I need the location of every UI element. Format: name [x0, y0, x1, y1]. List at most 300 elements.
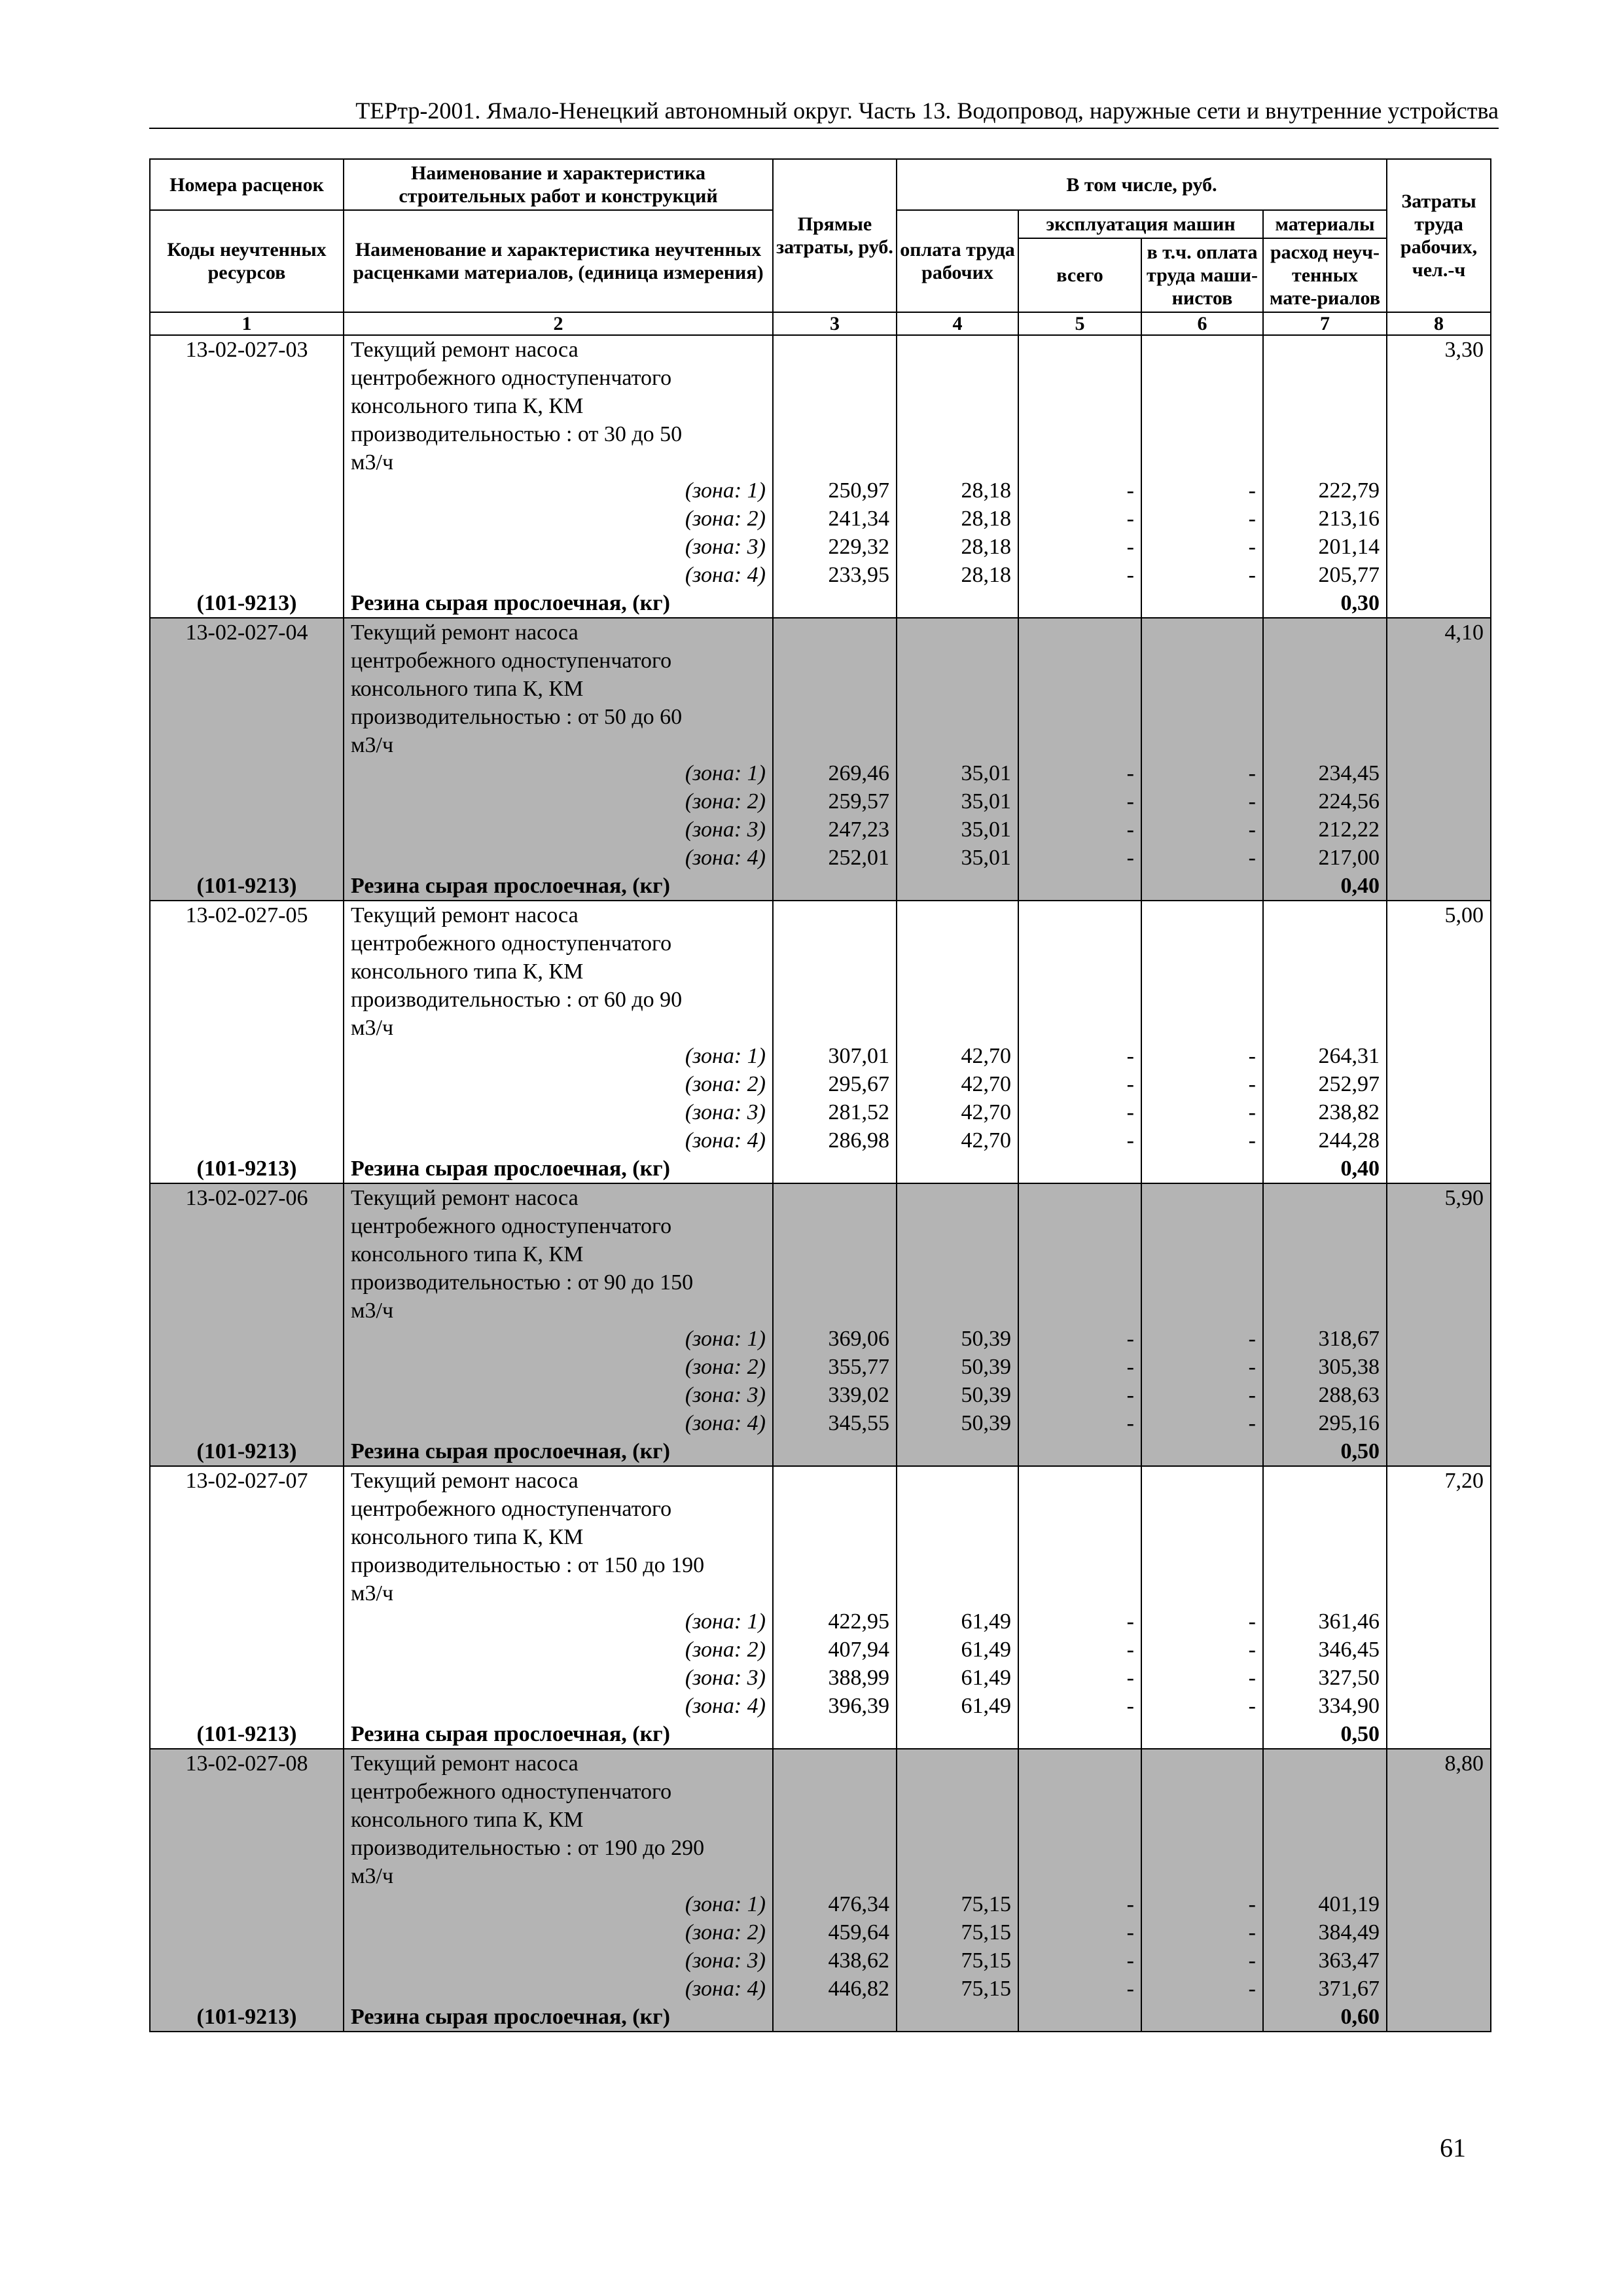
materials: 224,56: [1263, 787, 1387, 816]
zone-label: (зона: 1): [344, 1607, 773, 1636]
empty-cell: [1387, 1409, 1491, 1437]
machinist-pay: -: [1141, 533, 1263, 561]
worker-pay: 61,49: [897, 1664, 1018, 1692]
header-direct-costs: Прямые затраты, руб.: [773, 159, 897, 312]
header-labor-costs: Затраты труда рабочих, чел.-ч: [1387, 159, 1491, 312]
machinist-pay: -: [1141, 1946, 1263, 1975]
materials: 401,19: [1263, 1890, 1387, 1918]
resource-quantity: 0,40: [1263, 872, 1387, 901]
zone-label: (зона: 1): [344, 1325, 773, 1353]
zone-row: [150, 561, 1491, 589]
rate-code: 13-02-027-03: [150, 335, 344, 476]
zone-label: (зона: 2): [344, 1636, 773, 1664]
direct-costs: 250,97: [773, 476, 897, 505]
rate-desc-row: [150, 1466, 1491, 1495]
empty-cell: [150, 1946, 344, 1975]
zone-row: [150, 844, 1491, 872]
machine-total: -: [1018, 1692, 1141, 1720]
resource-row: [150, 1437, 1491, 1466]
materials: 371,67: [1263, 1975, 1387, 2003]
empty-cell: [897, 1466, 1018, 1607]
empty-cell: [150, 1607, 344, 1636]
empty-cell: [1018, 1466, 1141, 1607]
empty-cell: [1018, 335, 1141, 476]
resource-code: (101-9213): [150, 589, 344, 618]
machinist-pay: -: [1141, 1070, 1263, 1098]
empty-cell: [897, 1720, 1018, 1749]
direct-costs: 438,62: [773, 1946, 897, 1975]
rate-description-line: производительностью : от 60 до 90: [344, 986, 773, 1014]
direct-costs: 339,02: [773, 1381, 897, 1409]
materials: 305,38: [1263, 1353, 1387, 1381]
empty-cell: [1387, 759, 1491, 787]
empty-cell: [150, 1325, 344, 1353]
zone-row: [150, 1975, 1491, 2003]
empty-cell: [1387, 476, 1491, 505]
empty-cell: [1141, 618, 1263, 759]
materials: 384,49: [1263, 1918, 1387, 1946]
column-number: 4: [897, 312, 1018, 335]
empty-cell: [897, 901, 1018, 1042]
zone-row: [150, 1890, 1491, 1918]
zone-label: (зона: 2): [344, 1070, 773, 1098]
empty-cell: [897, 1155, 1018, 1183]
direct-costs: 252,01: [773, 844, 897, 872]
header-machinist-pay: в т.ч. оплата труда маши-нистов: [1141, 238, 1263, 312]
direct-costs: 345,55: [773, 1409, 897, 1437]
machinist-pay: -: [1141, 476, 1263, 505]
empty-cell: [897, 618, 1018, 759]
column-number: 5: [1018, 312, 1141, 335]
empty-cell: [897, 1749, 1018, 1890]
empty-cell: [773, 872, 897, 901]
empty-cell: [1141, 1749, 1263, 1890]
worker-pay: 61,49: [897, 1607, 1018, 1636]
zone-row: [150, 1070, 1491, 1098]
rate-description-line: м3/ч: [344, 448, 773, 476]
empty-cell: [1018, 901, 1141, 1042]
column-number: 7: [1263, 312, 1387, 335]
rate-code: 13-02-027-04: [150, 618, 344, 759]
zone-row: [150, 1353, 1491, 1381]
rate-description-line: м3/ч: [344, 1862, 773, 1890]
rate-description-line: м3/ч: [344, 731, 773, 759]
machinist-pay: -: [1141, 1381, 1263, 1409]
empty-cell: [1141, 1466, 1263, 1607]
zone-label: (зона: 4): [344, 1126, 773, 1155]
worker-pay: 50,39: [897, 1381, 1018, 1409]
machinist-pay: -: [1141, 1126, 1263, 1155]
rate-description-line: центробежного одноступенчатого: [344, 1495, 773, 1523]
empty-cell: [1387, 1381, 1491, 1409]
empty-cell: [1387, 1975, 1491, 2003]
empty-cell: [150, 1975, 344, 2003]
empty-cell: [1018, 1749, 1141, 1890]
empty-cell: [150, 1636, 344, 1664]
empty-cell: [1387, 533, 1491, 561]
column-number: 8: [1387, 312, 1491, 335]
empty-cell: [1387, 1353, 1491, 1381]
empty-cell: [773, 335, 897, 476]
rate-description-line: Текущий ремонт насоса: [344, 335, 773, 364]
empty-cell: [1141, 1183, 1263, 1325]
empty-cell: [1387, 1946, 1491, 1975]
zone-row: [150, 1692, 1491, 1720]
header-machine-ops: эксплуатация машин: [1018, 210, 1263, 238]
direct-costs: 355,77: [773, 1353, 897, 1381]
empty-cell: [1387, 816, 1491, 844]
zone-row: [150, 1918, 1491, 1946]
rate-desc-row: [150, 335, 1491, 364]
machine-total: -: [1018, 1126, 1141, 1155]
worker-pay: 75,15: [897, 1918, 1018, 1946]
resource-row: [150, 1720, 1491, 1749]
machine-total: -: [1018, 1946, 1141, 1975]
direct-costs: 229,32: [773, 533, 897, 561]
resource-code: (101-9213): [150, 872, 344, 901]
direct-costs: 369,06: [773, 1325, 897, 1353]
worker-pay: 35,01: [897, 759, 1018, 787]
resource-code: (101-9213): [150, 2003, 344, 2032]
empty-cell: [150, 533, 344, 561]
materials: 244,28: [1263, 1126, 1387, 1155]
direct-costs: 307,01: [773, 1042, 897, 1070]
empty-cell: [897, 1183, 1018, 1325]
resource-name: Резина сырая прослоечная, (кг): [344, 1437, 773, 1466]
zone-row: [150, 476, 1491, 505]
machinist-pay: -: [1141, 1918, 1263, 1946]
header-including: В том числе, руб.: [897, 159, 1387, 210]
empty-cell: [1018, 589, 1141, 618]
resource-code: (101-9213): [150, 1437, 344, 1466]
zone-row: [150, 787, 1491, 816]
materials: 234,45: [1263, 759, 1387, 787]
zone-label: (зона: 3): [344, 1381, 773, 1409]
zone-row: [150, 1098, 1491, 1126]
empty-cell: [1387, 1890, 1491, 1918]
rate-description-line: центробежного одноступенчатого: [344, 364, 773, 392]
empty-cell: [1387, 1155, 1491, 1183]
direct-costs: 241,34: [773, 505, 897, 533]
empty-cell: [773, 901, 897, 1042]
worker-pay: 42,70: [897, 1126, 1018, 1155]
empty-cell: [1018, 618, 1141, 759]
worker-pay: 50,39: [897, 1409, 1018, 1437]
worker-pay: 28,18: [897, 505, 1018, 533]
rate-description-line: Текущий ремонт насоса: [344, 618, 773, 647]
rate-description-line: консольного типа К, КМ: [344, 392, 773, 420]
rate-description-line: консольного типа К, КМ: [344, 1806, 773, 1834]
zone-row: [150, 1409, 1491, 1437]
empty-cell: [1263, 901, 1387, 1042]
direct-costs: 422,95: [773, 1607, 897, 1636]
machinist-pay: -: [1141, 1664, 1263, 1692]
rate-description-line: производительностью : от 150 до 190: [344, 1551, 773, 1579]
materials: 213,16: [1263, 505, 1387, 533]
machine-total: -: [1018, 1381, 1141, 1409]
machinist-pay: -: [1141, 844, 1263, 872]
machinist-pay: -: [1141, 1890, 1263, 1918]
resource-code: (101-9213): [150, 1720, 344, 1749]
rate-description-line: консольного типа К, КМ: [344, 1523, 773, 1551]
empty-cell: [150, 1409, 344, 1437]
machine-total: -: [1018, 1975, 1141, 2003]
worker-pay: 35,01: [897, 844, 1018, 872]
worker-pay: 75,15: [897, 1890, 1018, 1918]
empty-cell: [150, 1042, 344, 1070]
column-number: 3: [773, 312, 897, 335]
resource-name: Резина сырая прослоечная, (кг): [344, 589, 773, 618]
empty-cell: [1387, 1664, 1491, 1692]
machinist-pay: -: [1141, 505, 1263, 533]
empty-cell: [1263, 1749, 1387, 1890]
empty-cell: [1387, 1325, 1491, 1353]
direct-costs: 295,67: [773, 1070, 897, 1098]
worker-pay: 61,49: [897, 1636, 1018, 1664]
worker-pay: 42,70: [897, 1098, 1018, 1126]
resource-name: Резина сырая прослоечная, (кг): [344, 2003, 773, 2032]
zone-label: (зона: 2): [344, 1918, 773, 1946]
worker-pay: 50,39: [897, 1353, 1018, 1381]
resource-quantity: 0,60: [1263, 2003, 1387, 2032]
empty-cell: [150, 505, 344, 533]
empty-cell: [150, 816, 344, 844]
empty-cell: [1387, 1042, 1491, 1070]
machine-total: -: [1018, 1409, 1141, 1437]
worker-pay: 28,18: [897, 533, 1018, 561]
zone-label: (зона: 1): [344, 759, 773, 787]
header-materials-consumption: расход неуч-тенных мате-риалов: [1263, 238, 1387, 312]
zone-label: (зона: 2): [344, 787, 773, 816]
empty-cell: [150, 1098, 344, 1126]
rate-description-line: производительностью : от 50 до 60: [344, 703, 773, 731]
machine-total: -: [1018, 1636, 1141, 1664]
header-worker-pay: оплата труда рабочих: [897, 210, 1018, 312]
zone-label: (зона: 3): [344, 1098, 773, 1126]
empty-cell: [897, 1437, 1018, 1466]
empty-cell: [150, 844, 344, 872]
empty-cell: [1018, 1155, 1141, 1183]
resource-quantity: 0,50: [1263, 1720, 1387, 1749]
zone-row: [150, 1607, 1491, 1636]
machine-total: -: [1018, 1607, 1141, 1636]
empty-cell: [773, 618, 897, 759]
machinist-pay: -: [1141, 1636, 1263, 1664]
machinist-pay: -: [1141, 1607, 1263, 1636]
materials: 252,97: [1263, 1070, 1387, 1098]
header-resource-codes: Коды неучтенных ресурсов: [150, 210, 344, 312]
rate-description-line: Текущий ремонт насоса: [344, 1466, 773, 1495]
machine-total: -: [1018, 505, 1141, 533]
rate-code: 13-02-027-05: [150, 901, 344, 1042]
empty-cell: [1263, 1466, 1387, 1607]
empty-cell: [1018, 1437, 1141, 1466]
header-machine-total: всего: [1018, 238, 1141, 312]
empty-cell: [897, 335, 1018, 476]
empty-cell: [897, 589, 1018, 618]
worker-pay: 35,01: [897, 787, 1018, 816]
worker-pay: 75,15: [897, 1946, 1018, 1975]
zone-label: (зона: 1): [344, 1890, 773, 1918]
zone-label: (зона: 4): [344, 1409, 773, 1437]
materials: 264,31: [1263, 1042, 1387, 1070]
zone-label: (зона: 4): [344, 1975, 773, 2003]
worker-pay: 50,39: [897, 1325, 1018, 1353]
machine-total: -: [1018, 844, 1141, 872]
machinist-pay: -: [1141, 787, 1263, 816]
rate-description-line: центробежного одноступенчатого: [344, 647, 773, 675]
rate-description-line: м3/ч: [344, 1297, 773, 1325]
page-number: 61: [1440, 2133, 1466, 2162]
direct-costs: 407,94: [773, 1636, 897, 1664]
empty-cell: [150, 1890, 344, 1918]
labor-costs: 5,00: [1387, 901, 1491, 1042]
zone-label: (зона: 4): [344, 561, 773, 589]
empty-cell: [773, 589, 897, 618]
zone-row: [150, 1381, 1491, 1409]
rate-desc-row: [150, 901, 1491, 929]
empty-cell: [1141, 2003, 1263, 2032]
empty-cell: [150, 1664, 344, 1692]
header-material-name: Наименование и характеристика неучтенных расценками материалов, (единица измерения): [344, 210, 773, 312]
empty-cell: [773, 1183, 897, 1325]
resource-row: [150, 872, 1491, 901]
zone-label: (зона: 2): [344, 505, 773, 533]
empty-cell: [1141, 1720, 1263, 1749]
empty-cell: [1141, 1155, 1263, 1183]
rate-code: 13-02-027-07: [150, 1466, 344, 1607]
empty-cell: [150, 1692, 344, 1720]
empty-cell: [150, 759, 344, 787]
header-work-name: Наименование и характеристика строительных работ и конструкций: [344, 159, 773, 210]
rate-description-line: Текущий ремонт насоса: [344, 901, 773, 929]
machine-total: -: [1018, 1890, 1141, 1918]
header-rate-numbers: Номера расценок: [150, 159, 344, 210]
resource-name: Резина сырая прослоечная, (кг): [344, 1720, 773, 1749]
worker-pay: 75,15: [897, 1975, 1018, 2003]
resource-quantity: 0,40: [1263, 1155, 1387, 1183]
page-header: ТЕРтр-2001. Ямало-Ненецкий автономный округ. Часть 13. Водопровод, наружные сети и внутренние устройства: [355, 98, 1499, 124]
machine-total: -: [1018, 1042, 1141, 1070]
machine-total: -: [1018, 476, 1141, 505]
materials: 361,46: [1263, 1607, 1387, 1636]
labor-costs: 7,20: [1387, 1466, 1491, 1607]
rate-description-line: м3/ч: [344, 1014, 773, 1042]
worker-pay: 61,49: [897, 1692, 1018, 1720]
rate-description-line: центробежного одноступенчатого: [344, 1778, 773, 1806]
zone-row: [150, 1946, 1491, 1975]
materials: 334,90: [1263, 1692, 1387, 1720]
zone-row: [150, 1664, 1491, 1692]
table-header: [150, 159, 1491, 335]
materials: 201,14: [1263, 533, 1387, 561]
empty-cell: [1387, 872, 1491, 901]
worker-pay: 42,70: [897, 1042, 1018, 1070]
direct-costs: 459,64: [773, 1918, 897, 1946]
zone-row: [150, 816, 1491, 844]
empty-cell: [1263, 335, 1387, 476]
rate-desc-row: [150, 618, 1491, 647]
empty-cell: [773, 2003, 897, 2032]
empty-cell: [1387, 844, 1491, 872]
machinist-pay: -: [1141, 1098, 1263, 1126]
rate-description-line: производительностью : от 90 до 150: [344, 1268, 773, 1297]
empty-cell: [1141, 335, 1263, 476]
machinist-pay: -: [1141, 1325, 1263, 1353]
resource-row: [150, 1155, 1491, 1183]
empty-cell: [773, 1155, 897, 1183]
rate-description-line: консольного типа К, КМ: [344, 958, 773, 986]
empty-cell: [1263, 1183, 1387, 1325]
empty-cell: [1387, 1692, 1491, 1720]
machine-total: -: [1018, 816, 1141, 844]
direct-costs: 388,99: [773, 1664, 897, 1692]
empty-cell: [1387, 1070, 1491, 1098]
empty-cell: [773, 1466, 897, 1607]
direct-costs: 286,98: [773, 1126, 897, 1155]
machinist-pay: -: [1141, 759, 1263, 787]
direct-costs: 259,57: [773, 787, 897, 816]
machinist-pay: -: [1141, 561, 1263, 589]
resource-quantity: 0,50: [1263, 1437, 1387, 1466]
rate-code: 13-02-027-06: [150, 1183, 344, 1325]
materials: 318,67: [1263, 1325, 1387, 1353]
machine-total: -: [1018, 1353, 1141, 1381]
materials: 295,16: [1263, 1409, 1387, 1437]
direct-costs: 446,82: [773, 1975, 897, 2003]
empty-cell: [150, 1918, 344, 1946]
materials: 222,79: [1263, 476, 1387, 505]
column-number: 2: [344, 312, 773, 335]
empty-cell: [1018, 872, 1141, 901]
empty-cell: [1018, 2003, 1141, 2032]
rate-description-line: консольного типа К, КМ: [344, 675, 773, 703]
machinist-pay: -: [1141, 816, 1263, 844]
resource-row: [150, 589, 1491, 618]
zone-row: [150, 1636, 1491, 1664]
resource-code: (101-9213): [150, 1155, 344, 1183]
empty-cell: [1387, 2003, 1491, 2032]
resource-quantity: 0,30: [1263, 589, 1387, 618]
rate-description-line: Текущий ремонт насоса: [344, 1183, 773, 1212]
empty-cell: [1387, 1126, 1491, 1155]
zone-label: (зона: 1): [344, 476, 773, 505]
empty-cell: [1387, 505, 1491, 533]
empty-cell: [1141, 589, 1263, 618]
machine-total: -: [1018, 1070, 1141, 1098]
rate-description-line: м3/ч: [344, 1579, 773, 1607]
empty-cell: [150, 561, 344, 589]
materials: 238,82: [1263, 1098, 1387, 1126]
machinist-pay: -: [1141, 1409, 1263, 1437]
column-number: 6: [1141, 312, 1263, 335]
empty-cell: [1387, 1918, 1491, 1946]
rate-description-line: центробежного одноступенчатого: [344, 929, 773, 958]
machinist-pay: -: [1141, 1353, 1263, 1381]
direct-costs: 233,95: [773, 561, 897, 589]
zone-label: (зона: 3): [344, 533, 773, 561]
empty-cell: [1387, 787, 1491, 816]
zone-label: (зона: 1): [344, 1042, 773, 1070]
empty-cell: [1387, 561, 1491, 589]
zone-label: (зона: 3): [344, 1946, 773, 1975]
empty-cell: [1141, 872, 1263, 901]
empty-cell: [1387, 1607, 1491, 1636]
rate-desc-row: [150, 1749, 1491, 1778]
rate-code: 13-02-027-08: [150, 1749, 344, 1890]
empty-cell: [1018, 1183, 1141, 1325]
labor-costs: 8,80: [1387, 1749, 1491, 1890]
